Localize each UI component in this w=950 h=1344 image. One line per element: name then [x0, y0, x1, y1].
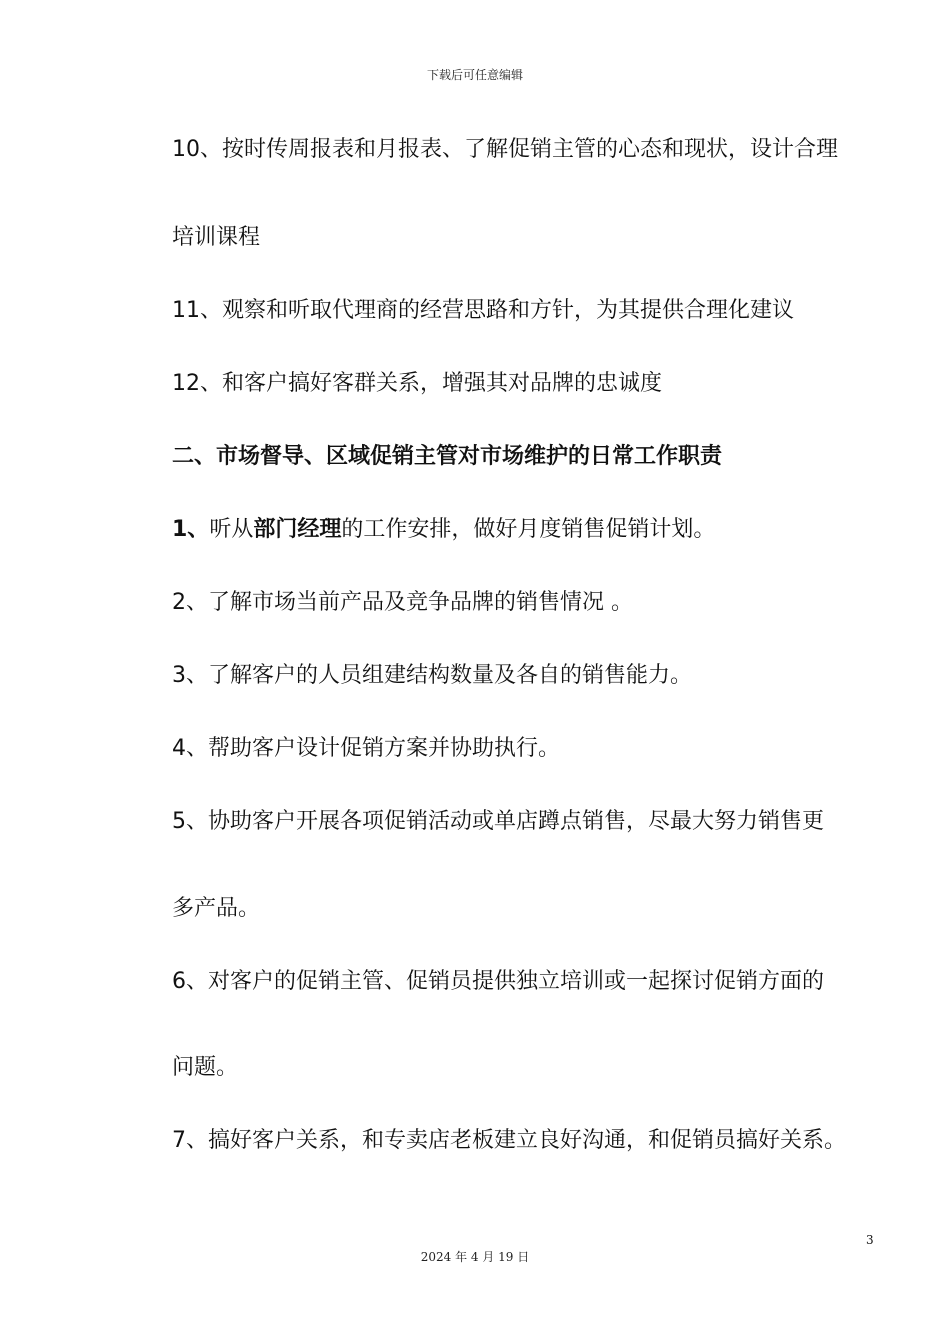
footer-date: 2024 年 4 月 19 日	[420, 1250, 530, 1264]
page-number: 3	[866, 1233, 874, 1247]
duty-5-line-2: 多产品。	[172, 896, 261, 921]
duty-7: 7、搞好客户关系，和专卖店老板建立良好沟通，和促销员搞好关系。	[172, 1128, 846, 1153]
section-2-heading: 二、市场督导、区域促销主管对市场维护的日常工作职责	[172, 444, 723, 469]
duty-4: 4、帮助客户设计促销方案并协助执行。	[172, 736, 560, 761]
duty-1-post: 的工作安排，做好月度销售促销计划。	[341, 517, 716, 542]
item-12: 12、和客户搞好客群关系，增强其对品牌的忠诚度	[172, 371, 662, 396]
duty-6-line-1: 6、对客户的促销主管、促销员提供独立培训或一起探讨促销方面的	[172, 969, 824, 994]
duty-1-pre: 听从	[209, 517, 254, 542]
duty-2: 2、了解市场当前产品及竞争品牌的销售情况 。	[172, 590, 633, 615]
header-note: 下载后可任意编辑	[426, 68, 523, 82]
item-11: 11、观察和听取代理商的经营思路和方针，为其提供合理化建议	[172, 298, 794, 323]
item-10-line-2: 培训课程	[172, 225, 261, 250]
duty-1-bold-term: 部门经理	[253, 517, 342, 542]
duty-1-number: 1、	[172, 517, 210, 542]
duty-1	[172, 508, 715, 552]
duty-6-line-2: 问题。	[172, 1055, 239, 1080]
duty-5-line-1: 5、协助客户开展各项促销活动或单店蹲点销售，尽最大努力销售更	[172, 809, 824, 834]
duty-3: 3、了解客户的人员组建结构数量及各自的销售能力。	[172, 663, 692, 688]
item-10-line-1: 10、按时传周报表和月报表、了解促销主管的心态和现状，设计合理	[172, 137, 838, 162]
